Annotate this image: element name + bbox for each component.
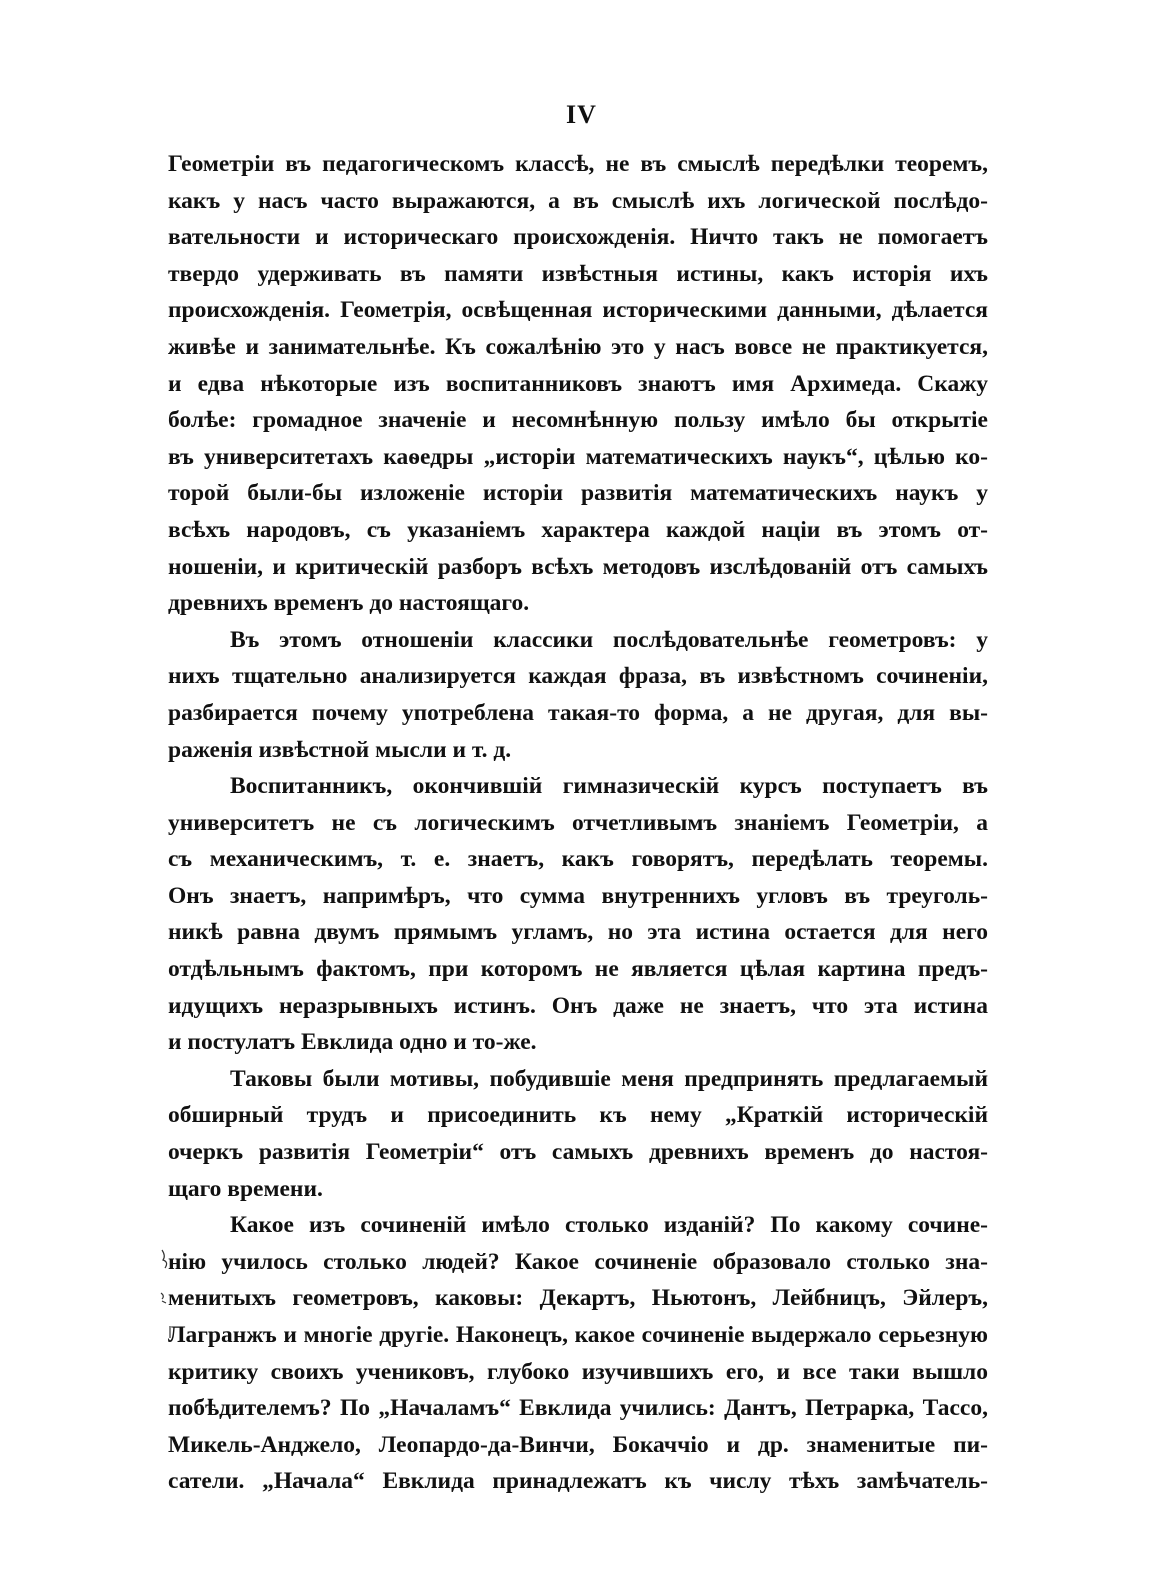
text-line: обширный трудъ и присоединить къ нему „Краткій историческій [168, 1102, 988, 1129]
text-line: ношеніи, и критическій разборъ всѣхъ методовъ изслѣдованій отъ самыхъ [168, 553, 988, 580]
paragraph-first-line: Таковы были мотивы, побудившіе меня предпринять предлагаемый [230, 1065, 988, 1092]
text-line: Микель-Анджело, Леопардо-да-Винчи, Бокаччіо и др. знаменитые пи- [168, 1431, 988, 1458]
text-line: Онъ знаетъ, напримѣръ, что сумма внутреннихъ угловъ въ треуголь- [168, 882, 988, 909]
page-number: IV [566, 100, 597, 129]
text-line: происхожденія. Геометрія, освѣщенная историческими данными, дѣлается [168, 297, 988, 324]
text-line: болѣе: громадное значеніе и несомнѣнную пользу имѣло бы открытіе [168, 407, 988, 434]
text-line: въ университетахъ каѳедры „исторіи математическихъ наукъ“, цѣлью ко- [168, 443, 988, 470]
text-line: всѣхъ народовъ, съ указаніемъ характера каждой націи въ этомъ от- [168, 516, 988, 543]
text-line: и постулатъ Евклида одно и то-же. [168, 1029, 537, 1056]
text-line: идущихъ неразрывныхъ истинъ. Онъ даже не знаетъ, что эта истина [168, 992, 988, 1019]
text-line: очеркъ развитія Геометріи“ отъ самыхъ древнихъ временъ до настоя- [168, 1139, 988, 1166]
margin-pen-mark [164, 1324, 176, 1340]
body-text [168, 146, 988, 1500]
text-line: критику своихъ учениковъ, глубоко изучившихъ его, и все таки вышло [168, 1358, 988, 1385]
text-line: сатели. „Начала“ Евклида принадлежатъ къ числу тѣхъ замѣчатель- [168, 1468, 988, 1495]
text-line: твердо удерживать въ памяти извѣстныя истины, какъ исторія ихъ [168, 260, 988, 287]
text-line: съ механическимъ, т. е. знаетъ, какъ говорятъ, передѣлать теоремы. [168, 846, 988, 873]
text-line: отдѣльнымъ фактомъ, при которомъ не является цѣлая картина предъ- [168, 956, 988, 983]
text-line: нихъ тщательно анализируется каждая фраза, въ извѣстномъ сочиненіи, [168, 663, 988, 690]
text-line: торой были-бы изложеніе исторіи развитія математическихъ наукъ у [168, 480, 988, 507]
margin-pen-mark [158, 1290, 172, 1306]
margin-pen-mark [160, 1248, 174, 1270]
text-line: никѣ равна двумъ прямымъ угламъ, но эта истина остается для него [168, 919, 988, 946]
text-line: менитыхъ геометровъ, каковы: Декартъ, Ньютонъ, Лейбницъ, Эйлеръ, [168, 1285, 988, 1312]
text-line: и едва нѣкоторые изъ воспитанниковъ знаютъ имя Архимеда. Скажу [168, 370, 988, 397]
text-line: Лагранжъ и многіе другіе. Наконецъ, какое сочиненіе выдержало серьезную [168, 1322, 988, 1348]
text-line: университетъ не съ логическимъ отчетливымъ знаніемъ Геометріи, а [168, 809, 988, 836]
text-line: вательности и историческаго происхожденія. Ничто такъ не помогаетъ [168, 224, 988, 251]
text-line: древнихъ временъ до настоящаго. [168, 590, 530, 617]
text-line: побѣдителемъ? По „Началамъ“ Евклида учились: Дантъ, Петрарка, Тассо, [168, 1395, 988, 1422]
text-line: раженія извѣстной мысли и т. д. [168, 736, 512, 763]
text-line: живѣе и занимательнѣе. Къ сожалѣнію это у насъ вовсе не практикуется, [168, 333, 988, 360]
paragraph-first-line: Въ этомъ отношеніи классики послѣдовательнѣе геометровъ: у [230, 626, 988, 653]
text-line: разбирается почему употреблена такая-то форма, а не другая, для вы- [168, 699, 988, 726]
paragraph-first-line: Воспитанникъ, окончившій гимназическій курсъ поступаетъ въ [230, 773, 988, 800]
text-line: Геометріи въ педагогическомъ классѣ, не въ смыслѣ передѣлки теоремъ, [168, 151, 988, 177]
text-line: нію училось столько людей? Какое сочиненіе образовало столько зна- [168, 1248, 988, 1275]
text-line: какъ у насъ часто выражаются, а въ смыслѣ ихъ логической послѣдо- [168, 187, 988, 214]
paragraph-first-line: Какое изъ сочиненій имѣло столько изданій? По какому сочине- [230, 1212, 988, 1239]
text-line: щаго времени. [168, 1175, 323, 1202]
